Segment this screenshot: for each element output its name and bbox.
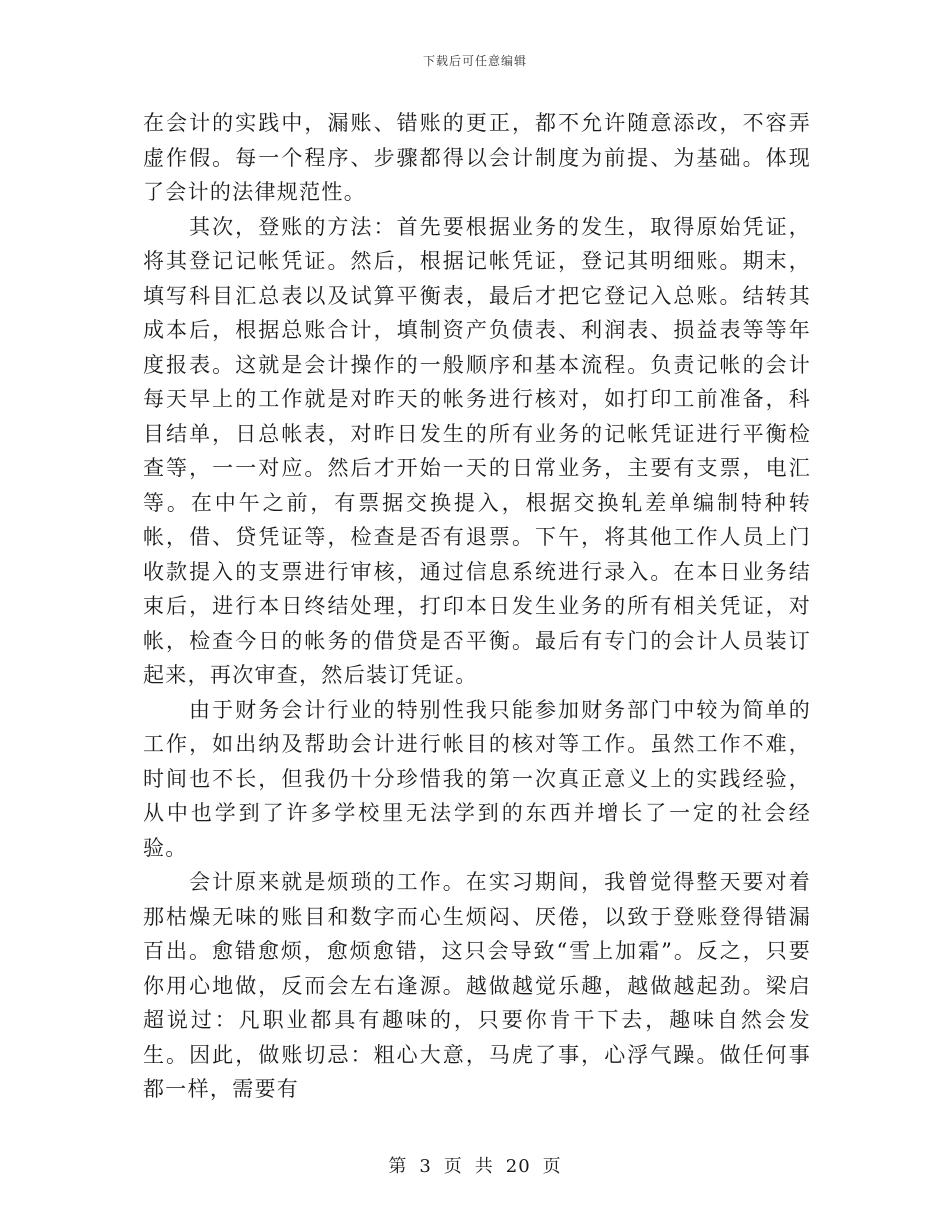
paragraph-4: 会计原来就是烦琐的工作。在实习期间，我曾觉得整天要对着那枯燥无味的账目和数字而心生烦闷、厌倦，以致于登账登得错漏百出。愈错愈烦，愈烦愈错，这只会导致“雪上加霜”。反之，只要你用心地做，反而会左右逢源。越做越觉乐趣，越做越起劲。梁启超说过：凡职业都具有趣味的，只要你肯干下去，趣味自然会发生。因此，做账切忌：粗心大意，马虎了事，心浮气躁。做任何事都一样，需要有 [143,870,811,1101]
paragraph-1: 在会计的实践中，漏账、错账的更正，都不允许随意添改，不容弄虚作假。每一个程序、步骤都得以会计制度为前提、为基础。体现了会计的法律规范性。 [143,111,811,204]
total-pages: 20 [505,1156,531,1177]
page-footer [0,1152,950,1178]
document-body [143,106,811,1107]
paragraph-3: 由于财务会计行业的特别性我只能参加财务部门中较为简单的工作，如出纳及帮助会计进行帐目的核对等工作。虽然工作不难，时间也不长，但我仍十分珍惜我的第一次真正意义上的实践经验，从中也学到了许多学校里无法学到的东西并增长了一定的社会经验。 [143,697,811,860]
total-unit: 页 [542,1156,562,1177]
paragraph-2: 其次，登账的方法：首先要根据业务的发生，取得原始凭证，将其登记记帐凭证。然后，根据记帐凭证，登记其明细账。期末，填写科目汇总表以及试算平衡表，最后才把它登记入总账。结转其成本后，根据总账合计，填制资产负债表、利润表、损益表等等年度报表。这就是会计操作的一般顺序和基本流程。负责记帐的会计每天早上的工作就是对昨天的帐务进行核对，如打印工前准备，科目结单，日总帐表，对昨日发生的所有业务的记帐凭证进行平衡检查等，一一对应。然后才开始一天的日常业务，主要有支票，电汇等。在中午之前，有票据交换提入，根据交换轧差单编制特种转帐，借、贷凭证等，检查是否有退票。下午，将其他工作人员上门收款提入的支票进行审核，通过信息系统进行录入。在本日业务结束后，进行本日终结处理，打印本日发生业务的所有相关凭证，对帐，检查今日的帐务的借贷是否平衡。最后有专门的会计人员装订起来，再次审查，然后装订凭证。 [143,214,811,687]
total-label: 共 [474,1156,494,1177]
page-unit: 页 [443,1156,463,1177]
page-header-note: 下载后可任意编辑 [422,54,527,68]
page-number: 3 [419,1156,432,1177]
page-label: 第 [388,1156,408,1177]
